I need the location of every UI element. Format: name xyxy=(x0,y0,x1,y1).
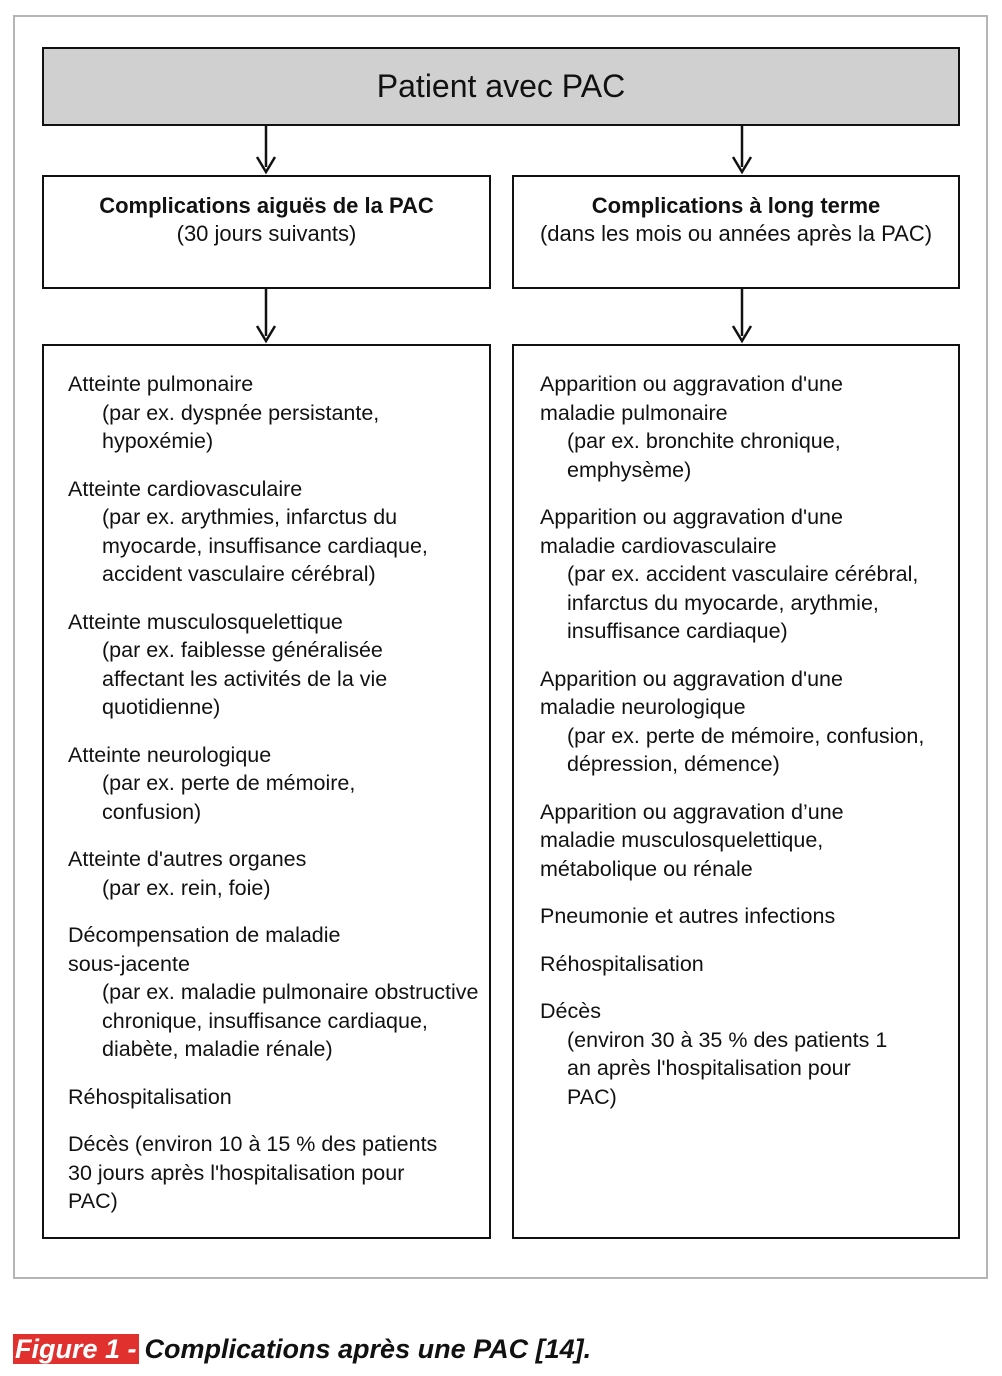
item-label: Décompensation de maladie sous-jacente xyxy=(68,923,341,976)
item-example: (par ex. accident vasculaire cérébral, infarctus du myocarde, arythmie, insuffisance cardiaque) xyxy=(567,562,919,643)
item-example: (par ex. rein, foie) xyxy=(102,875,271,900)
item-label: Réhospitalisation xyxy=(540,951,704,976)
item-example: (par ex. faiblesse généralisée affectant les activités de la vie quotidienne) xyxy=(102,638,388,719)
caption-label: Figure 1 - xyxy=(15,1334,137,1364)
item-example: (environ 30 à 35 % des patients 1 an après l'hospitalisation pour PAC) xyxy=(567,1027,888,1109)
item-example: (par ex. maladie pulmonaire obstructive chronique, insuffisance cardiaque, diabète, maladie rénale) xyxy=(102,980,479,1061)
item-label: Atteinte neurologique xyxy=(68,742,272,767)
item-label: Atteinte musculosquelettique xyxy=(68,609,343,634)
item-label: Décès (environ 10 à 15 % des patients 30 jours après l'hospitalisation pour PAC) xyxy=(68,1132,438,1213)
item-label: Apparition ou aggravation d’une maladie musculosquelettique, métabolique ou rénale xyxy=(540,799,844,881)
item-example: (par ex. perte de mémoire, confusion, dépression, démence) xyxy=(567,723,925,776)
caption-text: Complications après une PAC [14]. xyxy=(144,1334,592,1364)
item-label: Atteinte pulmonaire xyxy=(68,372,254,396)
item-label: Apparition ou aggravation d'une maladie pulmonaire xyxy=(540,372,843,425)
item-label: Décès xyxy=(540,999,601,1023)
longterm-header-subtitle: (dans les mois ou années après la PAC) xyxy=(539,221,933,246)
item-label: Atteinte cardiovasculaire xyxy=(68,476,303,501)
item-example: (par ex. dyspnée persistante, hypoxémie) xyxy=(102,400,380,453)
figure-caption xyxy=(13,1332,591,1366)
item-label: Atteinte d'autres organes xyxy=(68,847,307,871)
top-label: Patient avec PAC xyxy=(376,68,626,104)
item-label: Pneumonie et autres infections xyxy=(540,904,836,928)
item-example: (par ex. bronchite chronique, emphysème) xyxy=(567,429,841,482)
item-label: Apparition ou aggravation d'une maladie cardiovasculaire xyxy=(540,505,843,558)
acute-header-subtitle: (30 jours suivants) xyxy=(176,221,357,246)
longterm-header-title: Complications à long terme xyxy=(591,193,881,218)
item-example: (par ex. arythmies, infarctus du myocarde, insuffisance cardiaque, accident vasculaire cérébral) xyxy=(102,505,428,586)
item-label: Réhospitalisation xyxy=(68,1084,232,1109)
acute-header-title: Complications aiguës de la PAC xyxy=(99,193,434,218)
item-label: Apparition ou aggravation d'une maladie neurologique xyxy=(540,666,843,719)
item-example: (par ex. perte de mémoire, confusion) xyxy=(102,771,356,824)
